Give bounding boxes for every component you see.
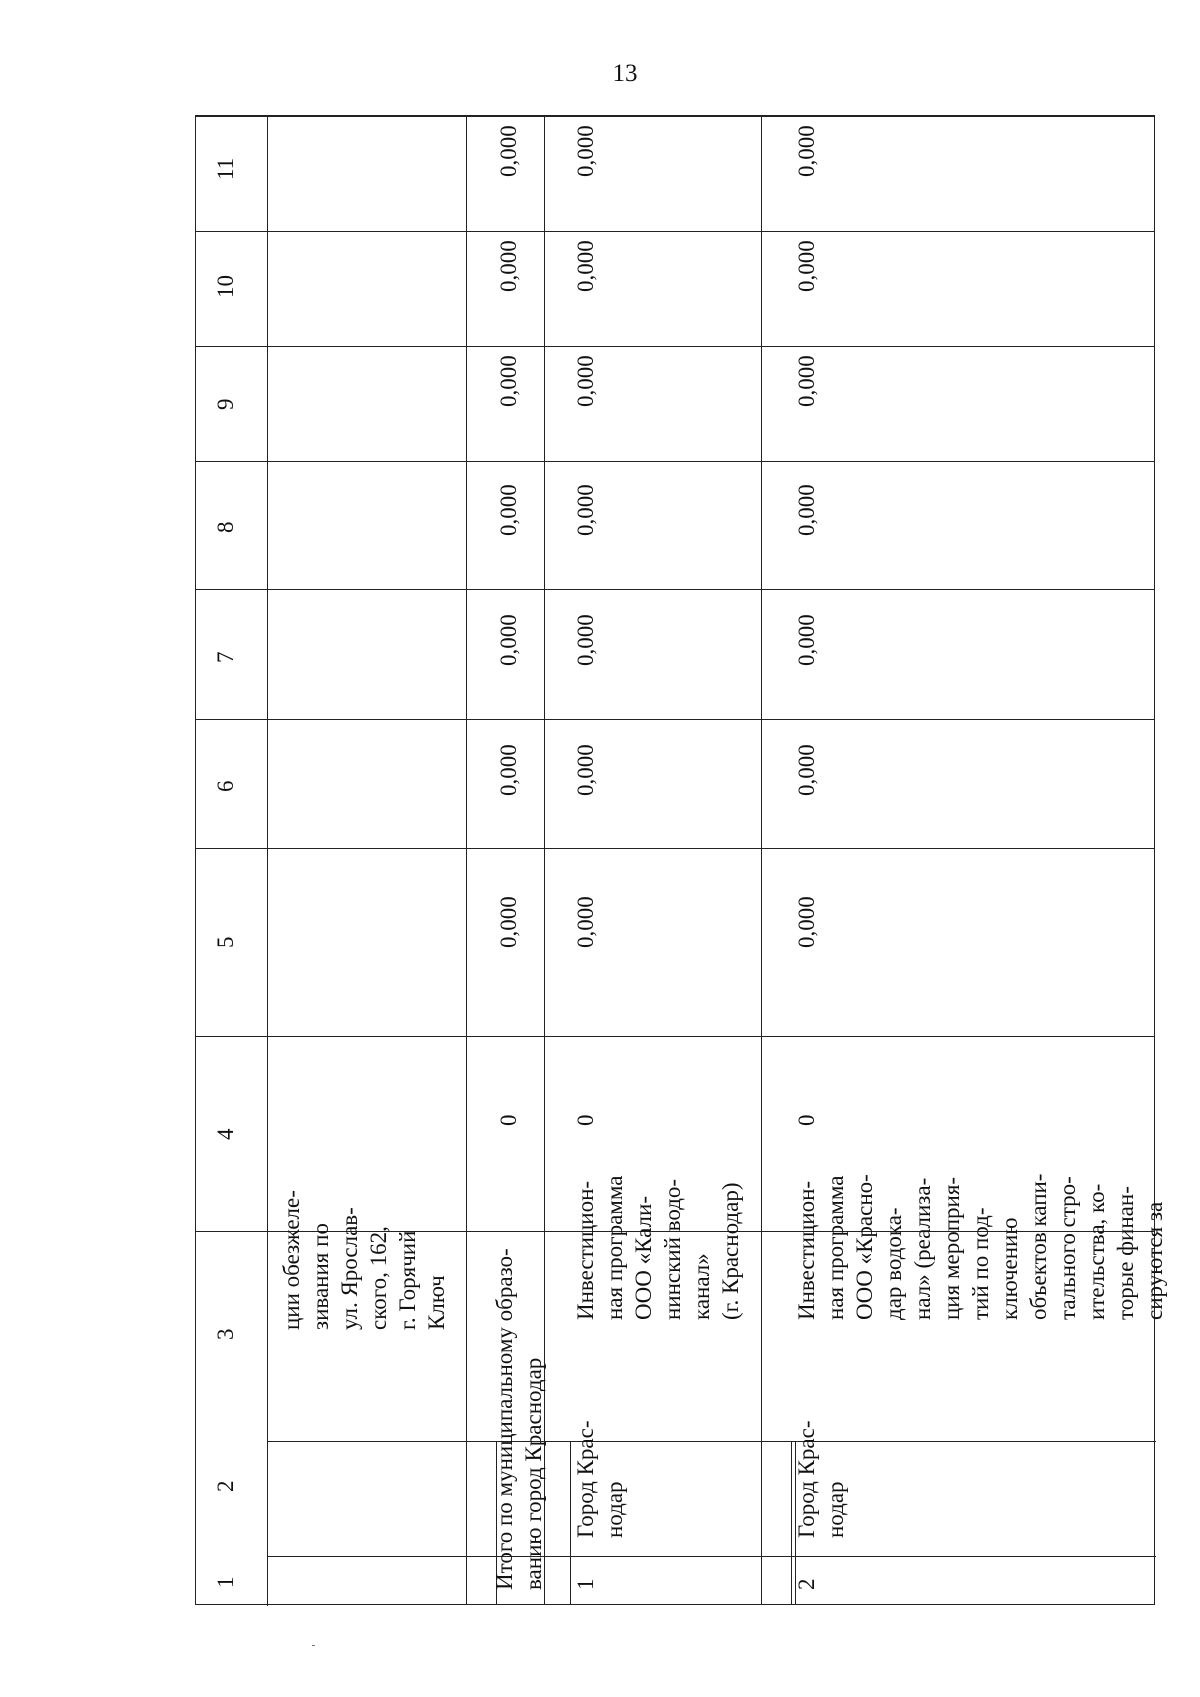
total-value: 0,000 [496, 484, 521, 536]
row1-value: 0,000 [573, 355, 598, 407]
total-value: 0,000 [496, 614, 521, 666]
row2-col3: Инвестицион- ная программа ООО «Красно- дар водока- нал» (реализа- ция мероприя- тий по под- ключению объектов капи- тального стро- ительства, ко- торые финан- сируются за [794, 1173, 1167, 1320]
column-number: 1 [213, 1576, 238, 1588]
row2-value: 0,000 [794, 896, 819, 948]
column-number: 3 [213, 1328, 238, 1340]
row2-col2: Город Крас- нодар [794, 1420, 848, 1538]
column-number: 2 [213, 1480, 238, 1492]
row1-value: 0,000 [573, 614, 598, 666]
total-value: 0,000 [496, 896, 521, 948]
row2-value: 0,000 [794, 355, 819, 407]
row1-col2: Город Крас- нодар [573, 1420, 627, 1538]
continued-row-col3: ции обезжеле- зивания по ул. Ярослав- ского, 162, г. Горячий Ключ [279, 1190, 449, 1330]
row1-value: 0,000 [573, 240, 598, 292]
total-value: 0,000 [496, 125, 521, 177]
row2-number: 2 [794, 1578, 819, 1590]
row2-value: 0,000 [794, 614, 819, 666]
row1-value: 0,000 [573, 744, 598, 796]
total-value: 0,000 [496, 744, 521, 796]
scan-speck [312, 1645, 315, 1646]
row2-value: 0,000 [794, 484, 819, 536]
column-number: 8 [213, 521, 238, 533]
column-number: 11 [213, 157, 238, 180]
column-number: 6 [213, 780, 238, 792]
column-number: 9 [213, 398, 238, 410]
column-number: 5 [213, 936, 238, 948]
row1-value: 0,000 [573, 125, 598, 177]
row1-number: 1 [573, 1578, 598, 1590]
row2-value: 0 [794, 1114, 819, 1126]
rotated-table [195, 115, 1155, 1605]
row1-col3: Инвестицион- ная программа ООО «Кали- нинский водо- канал» (г. Краснодар) [573, 1175, 743, 1320]
total-value: 0,000 [496, 355, 521, 407]
row2-value: 0,000 [794, 744, 819, 796]
total-value: 0 [496, 1114, 521, 1126]
row1-value: 0 [573, 1114, 598, 1126]
column-number: 4 [213, 1128, 238, 1140]
row1-value: 0,000 [573, 896, 598, 948]
column-number: 7 [213, 651, 238, 663]
row1-value: 0,000 [573, 484, 598, 536]
row2-value: 0,000 [794, 240, 819, 292]
row2-value: 0,000 [794, 125, 819, 177]
total-row-label: Итого по муниципальному образо- ванию город Краснодар [492, 1248, 546, 1590]
page-number: 13 [612, 60, 638, 87]
column-number: 10 [213, 275, 238, 298]
total-value: 0,000 [496, 240, 521, 292]
